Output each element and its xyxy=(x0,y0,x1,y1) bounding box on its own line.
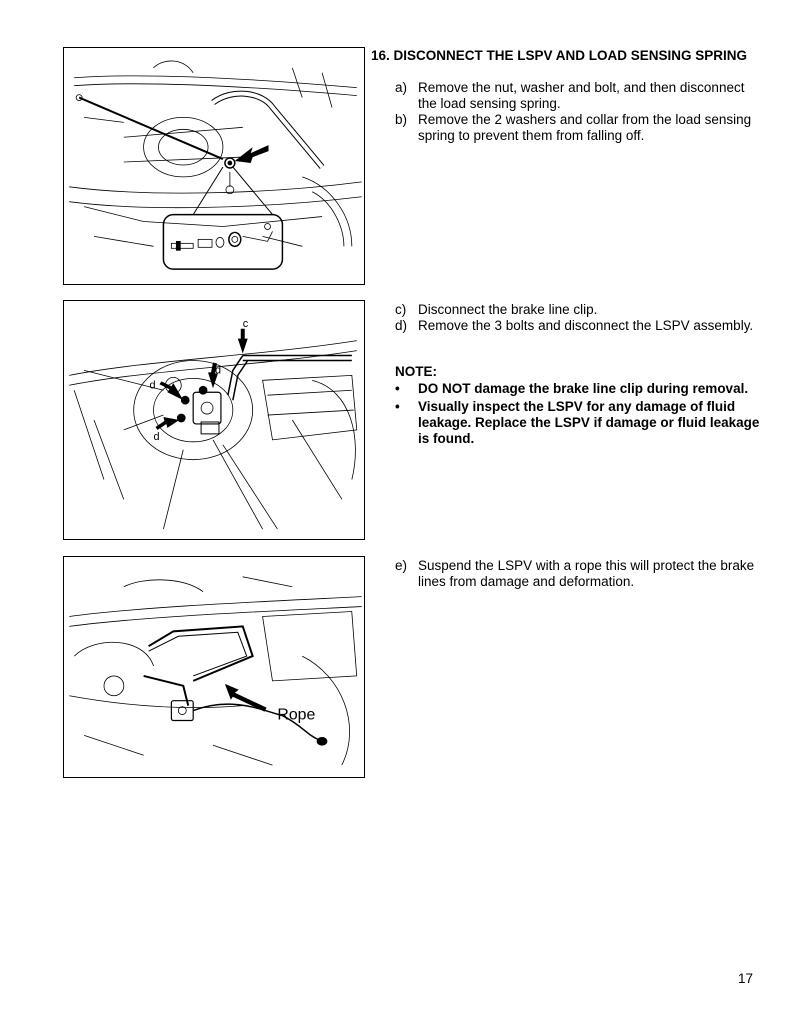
illustration-lspv-suspended xyxy=(64,557,364,777)
section-title: 16. DISCONNECT THE LSPV AND LOAD SENSING SPRING xyxy=(371,48,748,63)
bullet: • xyxy=(395,381,400,396)
rope-label: Rope xyxy=(277,706,316,724)
note-text: Visually inspect the LSPV for any damage of fluid leakage. Replace the LSPV if damage or fluid leakage is found. xyxy=(418,399,760,446)
illustration-lspv-assembly xyxy=(64,301,364,539)
bullet: • xyxy=(395,399,400,414)
figure-lspv-rope xyxy=(63,556,365,778)
callout-d-left: d xyxy=(149,379,156,392)
note-title: NOTE: xyxy=(395,364,437,379)
callout-d-bottom: d xyxy=(153,430,160,443)
step-text: Remove the nut, washer and bolt, and then disconnect the load sensing spring. xyxy=(418,80,745,111)
step-letter: d) xyxy=(395,318,408,333)
figure-load-sensing-spring xyxy=(63,47,365,285)
callout-d-top: d xyxy=(214,364,222,377)
illustration-spring-removal xyxy=(64,48,364,284)
step-letter: b) xyxy=(395,112,408,127)
step-text: Remove the 3 bolts and disconnect the LSPV assembly. xyxy=(418,318,754,333)
page-number: 17 xyxy=(738,971,754,986)
step-text: Remove the 2 washers and collar from the load sensing spring to prevent them from falling off. xyxy=(418,112,752,143)
step-letter: a) xyxy=(395,80,408,95)
step-letter: e) xyxy=(395,558,408,573)
figure-lspv-bolts xyxy=(63,300,365,540)
step-text: Disconnect the brake line clip. xyxy=(418,302,598,317)
callout-c: c xyxy=(242,317,249,330)
step-text: Suspend the LSPV with a rope this will protect the brake lines from damage and deformation. xyxy=(418,558,755,589)
note-text: DO NOT damage the brake line clip during removal. xyxy=(418,381,749,396)
step-letter: c) xyxy=(395,302,407,317)
